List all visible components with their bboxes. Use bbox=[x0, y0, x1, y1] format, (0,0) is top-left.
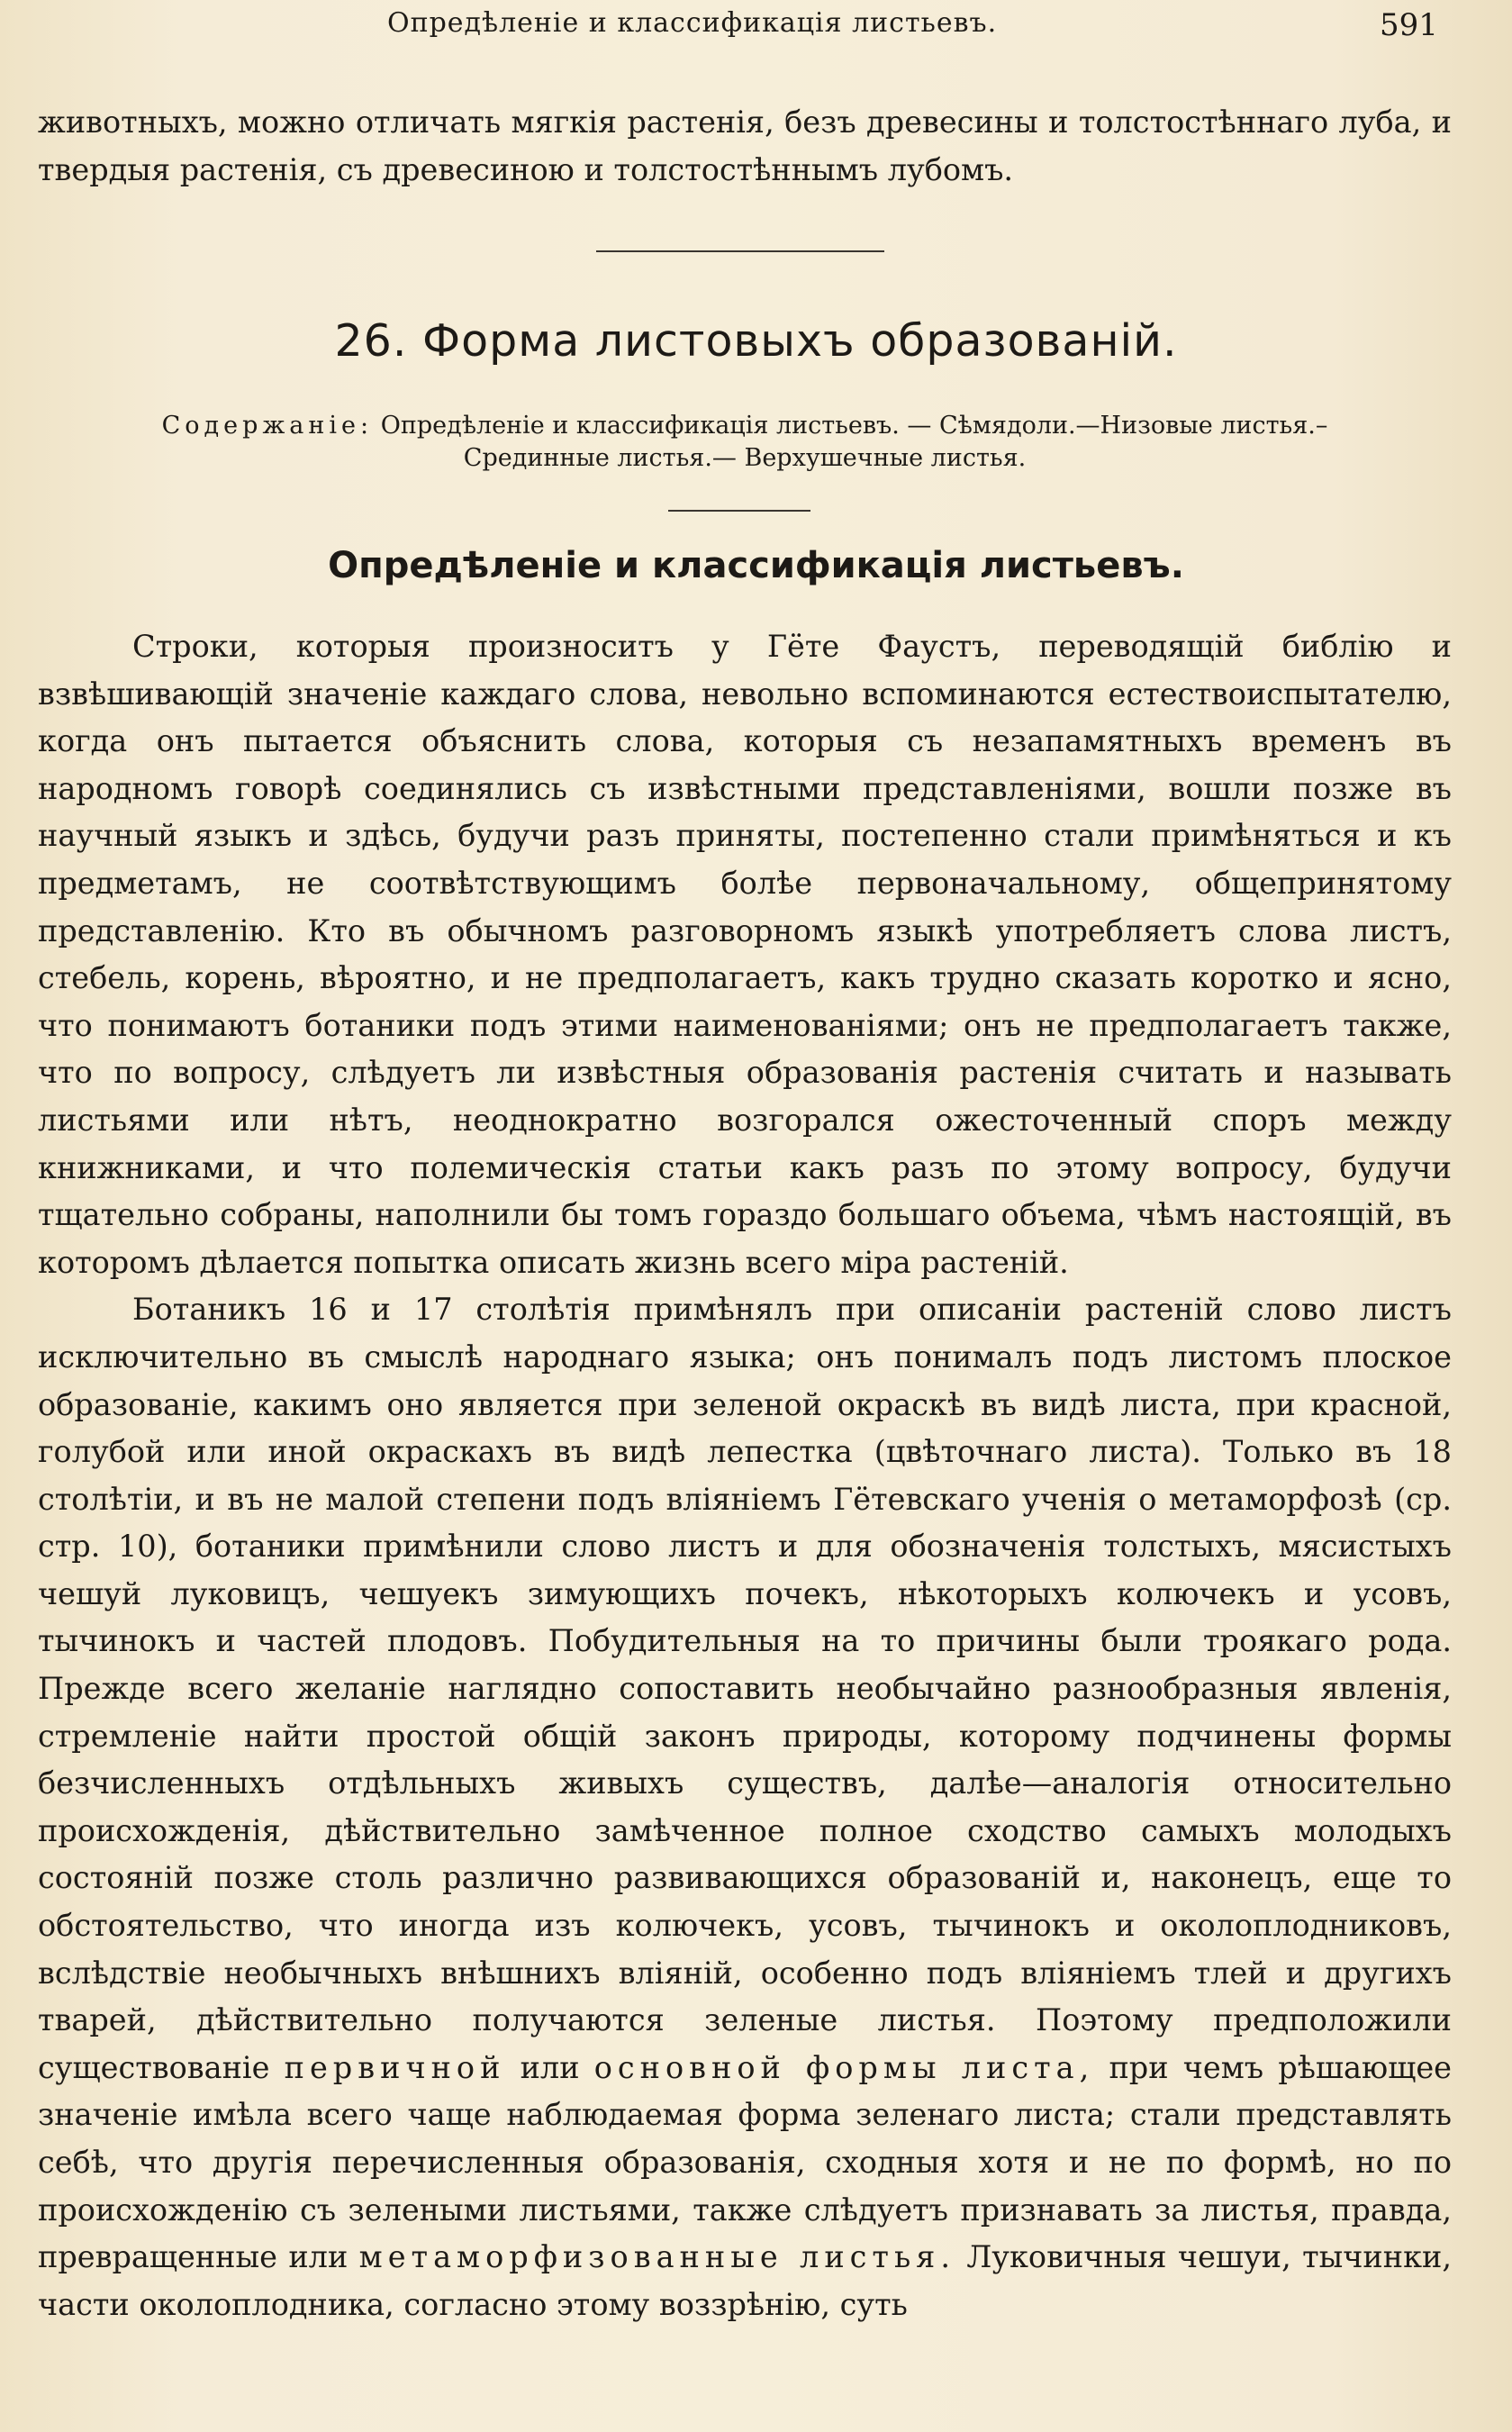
chapter-contents bbox=[38, 410, 1452, 475]
term-primary: первичной bbox=[284, 2049, 506, 2085]
paragraph-1: Строки, которыя произноситъ у Гёте Фаустъ, переводящій библію и взвѣшивающій значеніе каждаго слова, невольно вспоминаются естествоиспытателю, когда онъ пытается объяснить слова, которыя съ незапамятныхъ временъ въ народномъ говорѣ соединялись съ извѣстными представленіями, вошли позже въ научный языкъ и здѣсь, будучи разъ приняты, постепенно стали примѣняться и къ предметамъ, не соотвѣтствующимъ болѣе первоначальному, общепринятому представленію. Кто въ обычномъ разговорномъ языкѣ употребляетъ слова листъ, стебель, корень, вѣроятно, и не предполагаетъ, какъ трудно сказать коротко и ясно, что понимаютъ ботаники подъ этими наименованіями; онъ не предполагаетъ также, что по вопросу, слѣдуетъ ли извѣстныя образованія растенія считать и называть листьями или нѣтъ, неоднократно возгорался ожесточенный споръ между книжниками, и что полемическія статьи какъ разъ по этому вопросу, будучи тщательно собраны, наполнили бы томъ гораздо большаго объема, чѣмъ настоящій, въ которомъ дѣлается попытка описать жизнь всего міра растеній. bbox=[38, 629, 1452, 1280]
short-rule bbox=[668, 510, 810, 512]
paragraph-2-part-d: Луковичныя чешуи, тычинки, части околоплодника, согласно этому воззрѣнію, суть bbox=[38, 2239, 1452, 2322]
paragraph-2-part-c: при чемъ рѣшающее значеніе имѣла всего чаще наблюдаемая форма зеленаго листа; стали представлять себѣ, что другія перечисленныя образованія, сходныя хотя и не по формѣ, но по происхожденію съ зелеными листьями, также слѣдуетъ признавать за листья, правда, превращенные или bbox=[38, 2049, 1452, 2275]
carryover-paragraph bbox=[38, 99, 1452, 194]
chapter-title: 26. Форма листовыхъ образованій. bbox=[334, 315, 1178, 367]
carryover-text: животныхъ, можно отличать мягкія растенія, безъ древесины и толстостѣннаго луба, и твердыя растенія, съ древесиною и толстостѣннымъ лубомъ. bbox=[38, 104, 1452, 187]
contents-items-1: Опредѣленіе и классификація листьевъ. — Сѣмядоли.—Низовые листья.– bbox=[380, 412, 1328, 440]
contents-line-1 bbox=[38, 410, 1452, 442]
paragraph-2-part-b: или bbox=[520, 2049, 580, 2085]
contents-lead: Содержаніе: bbox=[161, 412, 374, 440]
separator-rule bbox=[596, 250, 884, 252]
main-text bbox=[38, 623, 1452, 2328]
term-basic-form: основной формы листа, bbox=[593, 2049, 1095, 2085]
paragraph-2-part-a: Ботаникъ 16 и 17 столѣтія примѣнялъ при описаніи растеній слово листъ исключительно въ смыслѣ народнаго языка; онъ понималъ подъ листомъ плоское образованіе, какимъ оно является при зеленой окраскѣ въ видѣ листа, при красной, голубой или иной окраскахъ въ видѣ лепестка (цвѣточнаго листа). Только въ 18 столѣтіи, и въ не малой степени подъ вліяніемъ Гётевскаго ученія о метаморфозѣ (ср. стр. 10), ботаники примѣнили слово листъ и для обозначенія толстыхъ, мясистыхъ чешуй луковицъ, чешуекъ зимующихъ почекъ, нѣкоторыхъ колючекъ и усовъ, тычинокъ и частей плодовъ. Побудительныя на то причины были троякаго рода. Прежде всего желаніе наглядно сопоставить необычайно разнообразныя явленія, стремленіе найти простой общій законъ природы, которому подчинены формы безчисленныхъ отдѣльныхъ живыхъ существъ, далѣе—аналогія относительно происхожденія, дѣйствительно замѣченное полное сходство самыхъ молодыхъ состояній позже столь различно развивающихся образованій и, наконецъ, еще то обстоятельство, что иногда изъ колючекъ, усовъ, тычинокъ и околоплодниковъ, вслѣдствіе необычныхъ внѣшнихъ вліяній, особенно подъ вліяніемъ тлей и другихъ тварей, дѣйствительно получаются зеленые листья. Поэтому предположили существованіе bbox=[38, 1292, 1452, 2085]
paragraph-2 bbox=[38, 1286, 1452, 2328]
page-number: 591 bbox=[1380, 7, 1438, 43]
contents-items-2: Срединные листья.— Верхушечные листья. bbox=[463, 444, 1027, 472]
running-head: Опредѣленіе и классификація листьевъ. bbox=[387, 7, 998, 39]
section-title: Опредѣленіе и классификація листьевъ. bbox=[328, 545, 1184, 586]
term-metamorphosed: метаморфизованные листья. bbox=[358, 2239, 955, 2275]
